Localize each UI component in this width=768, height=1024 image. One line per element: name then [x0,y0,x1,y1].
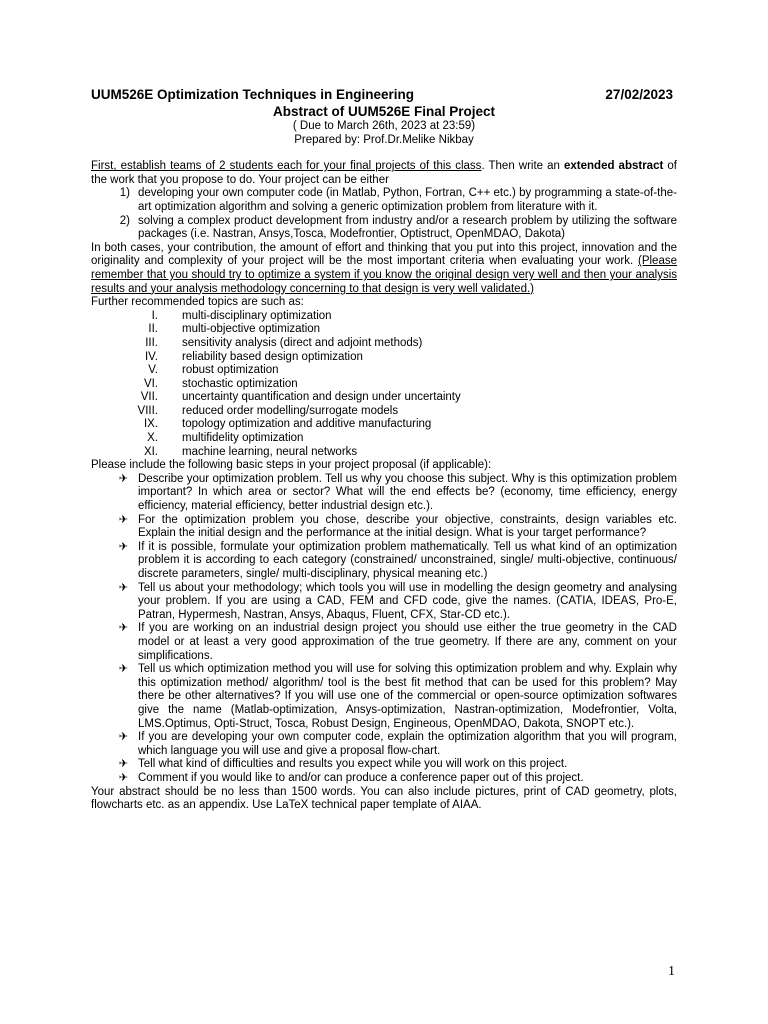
airplane-bullet-icon: ✈ [118,622,128,635]
list-item: ✈ Describe your optimization problem. Tell us why you choose this subject. Why is this optimization problem important? In which area or sector? What will the end effects be? (economy, time efficiency, energy efficiency, material efficiency, better industrial design etc.). [91,473,677,514]
page-number: 1 [668,964,675,979]
document-subtitle: Abstract of UUM526E Final Project [272,104,496,119]
airplane-bullet-icon: ✈ [118,581,128,594]
list-item: XI. machine learning, neural networks [143,445,358,458]
list-item: ✈ Comment if you would like to and/or can produce a conference paper out of this project. [91,772,677,786]
airplane-bullet-icon: ✈ [118,771,128,784]
list-item: VIII. reduced order modelling/surrogate models [137,404,399,417]
document-page [91,86,677,813]
closing-paragraph: Your abstract should be no less than 1500 words. You can also include pictures, print of CAD geometry, plots, flowcharts etc. as an appendix. Use LaTeX technical paper template of AIAA. [91,785,677,812]
list-item: V. robust optimization [148,364,279,377]
topics-list [91,310,677,460]
list-item: I. multi-disciplinary optimization [151,309,332,322]
list-item: VI. stochastic optimization [143,377,298,390]
list-item: ✈ Tell us which optimization method you will use for solving this optimization problem and why. Explain why this optimization method/ algorithm/ tool is the best fit method that can be used for this problem? May there be other alternatives? If you will use one of the commercial or open-source optimization softwares give the name (Matlab-optimization, Ansys-optimization, Nastran-optimization, Modefrontier, Volta, LMS.Optimus, Opti-Struct, Tosca, Robust Design, Engineous, OpenMDAO, Dakota, SNOPT etc.). [91,663,677,731]
list-item: X. multifidelity optimization [147,432,304,445]
list-item: ✈ Tell us about your methodology; which tools you will use in modelling the design geometry and analysing your problem. If you are using a CAD, FEM and CFD code, give the names. (CATIA, IDEAS, Pro-E, Patran, Hypermesh, Nastran, Ansys, Abaqus, Fluent, CFX, Star-CD etc.). [91,582,677,623]
airplane-bullet-icon: ✈ [118,663,128,676]
intro-paragraph: First, establish teams of 2 students each for your final projects of this class. Then write an extended abstract of the work that you propose to do. Your project can be either [91,160,677,186]
list-item: ✈ Tell what kind of difficulties and results you expect while you will work on this project. [91,758,677,772]
airplane-bullet-icon: ✈ [118,513,128,526]
list-item: ✈ If it is possible, formulate your optimization problem mathematically. Tell us what kind of an optimization problem it is according to each category (constrained/ unconstrained, single/ multi-objective, continuous/ discrete parameters, single/ multi-disciplinary, physical meaning etc.) [91,541,677,582]
list-item: IV. reliability based design optimization [144,350,363,363]
prepared-by: Prepared by: Prof.Dr.Melike Nikbay [294,133,474,146]
intro-underlined: First, establish teams of 2 students each for your final projects of this class [91,160,482,173]
steps-list [91,473,677,786]
intro-bold: extended abstract [564,160,664,173]
due-date: ( Due to March 26th, 2023 at 23:59) [292,120,476,132]
airplane-bullet-icon: ✈ [118,472,128,485]
airplane-bullet-icon: ✈ [118,540,128,553]
list-item: ✈ For the optimization problem you chose, describe your objective, constraints, design variables etc. Explain the initial design and the performance at the initial design. What is your target performance? [91,514,677,541]
criteria-paragraph: In both cases, your contribution, the amount of effort and thinking that you put into this project, innovation and the originality and complexity of your project will be the most important criteria when evaluating your work. (Please remember that you should try to optimize a system if you know the original design very well and then your analysis results and your analysis methodology concerning to that design is very well validated.) [91,241,677,295]
topics-intro: Further recommended topics are such as: [91,296,304,309]
course-title: UUM526E Optimization Techniques in Engineering [91,87,415,102]
list-item: 2) solving a complex product development from industry and/or a research problem by utilizing the software packages (i.e. Nastran, Ansys,Tosca, Modefrontier, Optistruct, OpenMDAO, Dakota) [119,214,677,241]
document-date: 27/02/2023 [605,87,673,102]
list-item: IX. topology optimization and additive manufacturing [143,418,432,431]
list-item: ✈ If you are working on an industrial design project you should use either the true geometry in the CAD model or at least a very good approximation of the true geometry. If there are any, comment on your simplifications. [91,622,677,663]
airplane-bullet-icon: ✈ [118,731,128,744]
airplane-bullet-icon: ✈ [118,758,128,771]
steps-intro: Please include the following basic steps in your project proposal (if applicable): [91,459,492,472]
list-item: II. multi-objective optimization [148,323,321,336]
header-row [91,86,677,103]
list-item: III. sensitivity analysis (direct and adjoint methods) [145,336,423,349]
list-item: ✈ If you are developing your own computer code, explain the optimization algorithm that you will program, which language you will use and give a proposal flow-chart. [91,731,677,758]
list-item: VII. uncertainty quantification and design under uncertainty [140,391,461,404]
project-options-list [91,187,677,241]
list-item: 1) developing your own computer code (in Matlab, Python, Fortran, C++ etc.) by programming a state-of-the-art optimization algorithm and solving a generic optimization problem from literature with it. [119,187,677,213]
criteria-underlined: (Please remember that you should try to optimize a system if you know the original design very well and then your analysis results and your analysis methodology concerning to that design is very well validated.) [91,255,677,295]
